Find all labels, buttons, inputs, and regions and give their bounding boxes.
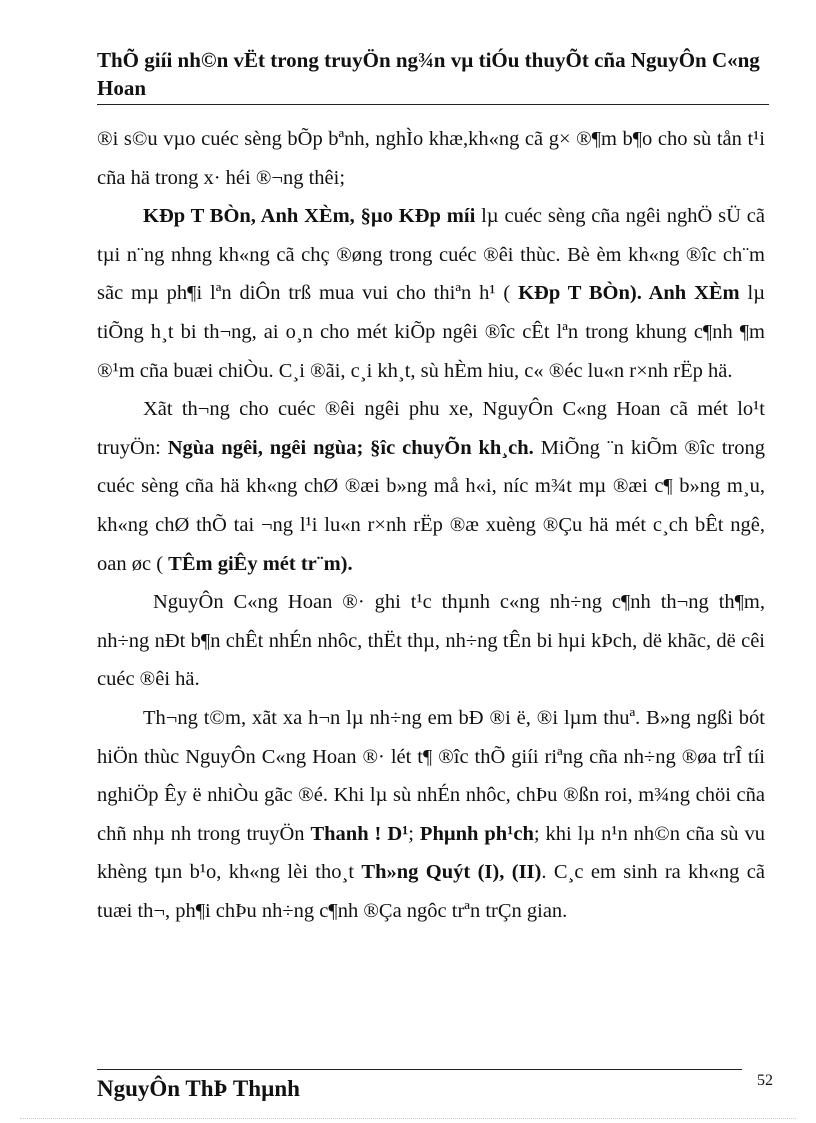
paragraph-4: NguyÔn C«ng Hoan ®· ghi t¹c thµnh c«ng nh÷ng c¶nh th¬ng th¶m, nh÷ng nÐt b¶n chÊt nhÉn nhôc, thËt thµ, nh÷ng tÊn bi hµi kÞch, dë khãc, dë cêi cuéc ®êi hä.: [97, 591, 765, 691]
footer-divider: [97, 1069, 742, 1070]
paragraph-5: [97, 699, 765, 931]
paragraph-3-text-b: MiÕng ¨n kiÕm ®îc trong cuéc sèng cña hä kh«ng chØ ®æi b»ng må h«i, níc m¾t mµ ®æi c¶ b»ng m¸u, kh«ng chØ thÕ tai ¬ng l¹i lu«n r×nh rËp ®æ xuèng ®Çu hä mét c¸ch bÊt ngê, oan øc (: [97, 436, 765, 575]
paragraph-5-text-b: ;: [408, 822, 420, 845]
work-title-thang-quyt: Th»ng Quýt (I), (II): [361, 861, 542, 884]
paragraph-1: ®i s©u vµo cuéc sèng bÕp bªnh, nghÌo khæ,kh«ng cã g× ®¶m b¶o cho sù tån t¹i cña hä trong x· héi ®¬ng thêi;: [97, 128, 765, 189]
paragraph-5-text-d: . C¸c em sinh ra kh«ng cã tuæi th¬, ph¶i chÞu nh÷ng c¶nh ®Ça ngôc trªn trÇn gian.: [97, 861, 765, 922]
work-title-phanh-phach: Phµnh ph¹ch: [419, 822, 534, 845]
paragraph-2-text-b: lµ tiÕng h¸t bi th¬ng, ai o¸n cho mét kiÕp ngêi ®îc cÊt lªn trong khung c¶nh ¶m ®¹m cña buæi chiÒu. C¸i ®ãi, c¸i kh¸t, sù hÈm hiu, c« ®éc lu«n r×nh rËp hä.: [97, 282, 765, 382]
paragraph-3-text-a: Xãt th¬ng cho cuéc ®êi ngêi phu xe, NguyÔn C«ng Hoan cã mét lo¹t truyÖn:: [97, 398, 765, 459]
footer-author: NguyÔn ThÞ Thµnh: [97, 1076, 300, 1101]
body-text: [97, 120, 765, 930]
page-number: 52: [757, 1072, 773, 1089]
header-divider: [97, 104, 769, 105]
page-bottom-edge: [20, 1118, 796, 1119]
work-title-kep-tu-ben: KÐp T BÒn).: [518, 282, 642, 305]
paragraph-5-text-a: Th¬ng t©m, xãt xa h¬n lµ nh÷ng em bÐ ®i ë, ®i lµm thuª. B»ng ngßi bót hiÖn thùc NguyÔn C«ng Hoan ®· lét t¶ ®îc thÕ giíi riªng cña nh÷ng ®øa trÎ tíi nghiÖp Êy ë nhiÒu gãc ®é. Khi lµ sù nhÉn nhôc, chÞu ®ßn roi, m¾ng chöi cña chñ nhµ nh trong truyÖn: [97, 706, 765, 845]
work-title-anh-xam: Anh XÈm: [641, 282, 740, 305]
paragraph-2: [97, 197, 765, 390]
paragraph-5-text-c: ; khi lµ n¹n nh©n cña sù vu khèng tµn b¹o, kh«ng lèi tho¸t: [97, 822, 766, 884]
work-titles-kep-tu-ben: KÐp T BÒn, Anh XÈm, §µo KÐp míi: [143, 205, 476, 228]
work-titles-ngua-nguoi: Ngùa ngêi, ngêi ngùa; §îc chuyÕn kh¸ch.: [167, 436, 534, 459]
running-header-title: ThÕ giíi nh©n vËt trong truyÖn ng¾n vµ tiÓu thuyÕt cña NguyÔn C«ng Hoan: [97, 48, 760, 100]
paragraph-2-text-a: lµ cuéc sèng cña ngêi nghÖ sÜ cã tµi n¨ng nhng kh«ng cã chç ®øng trong cuéc ®êi thùc. Bè èm kh«ng ®îc ch¨m sãc mµ ph¶i lªn diÔn trß mua vui cho thiªn h¹ (: [97, 205, 765, 305]
work-title-thanh-da: Thanh ! D¹: [310, 822, 409, 845]
work-title-tam-giay: TÊm giÊy mét tr¨m).: [168, 552, 353, 575]
paragraph-3: [97, 390, 765, 583]
